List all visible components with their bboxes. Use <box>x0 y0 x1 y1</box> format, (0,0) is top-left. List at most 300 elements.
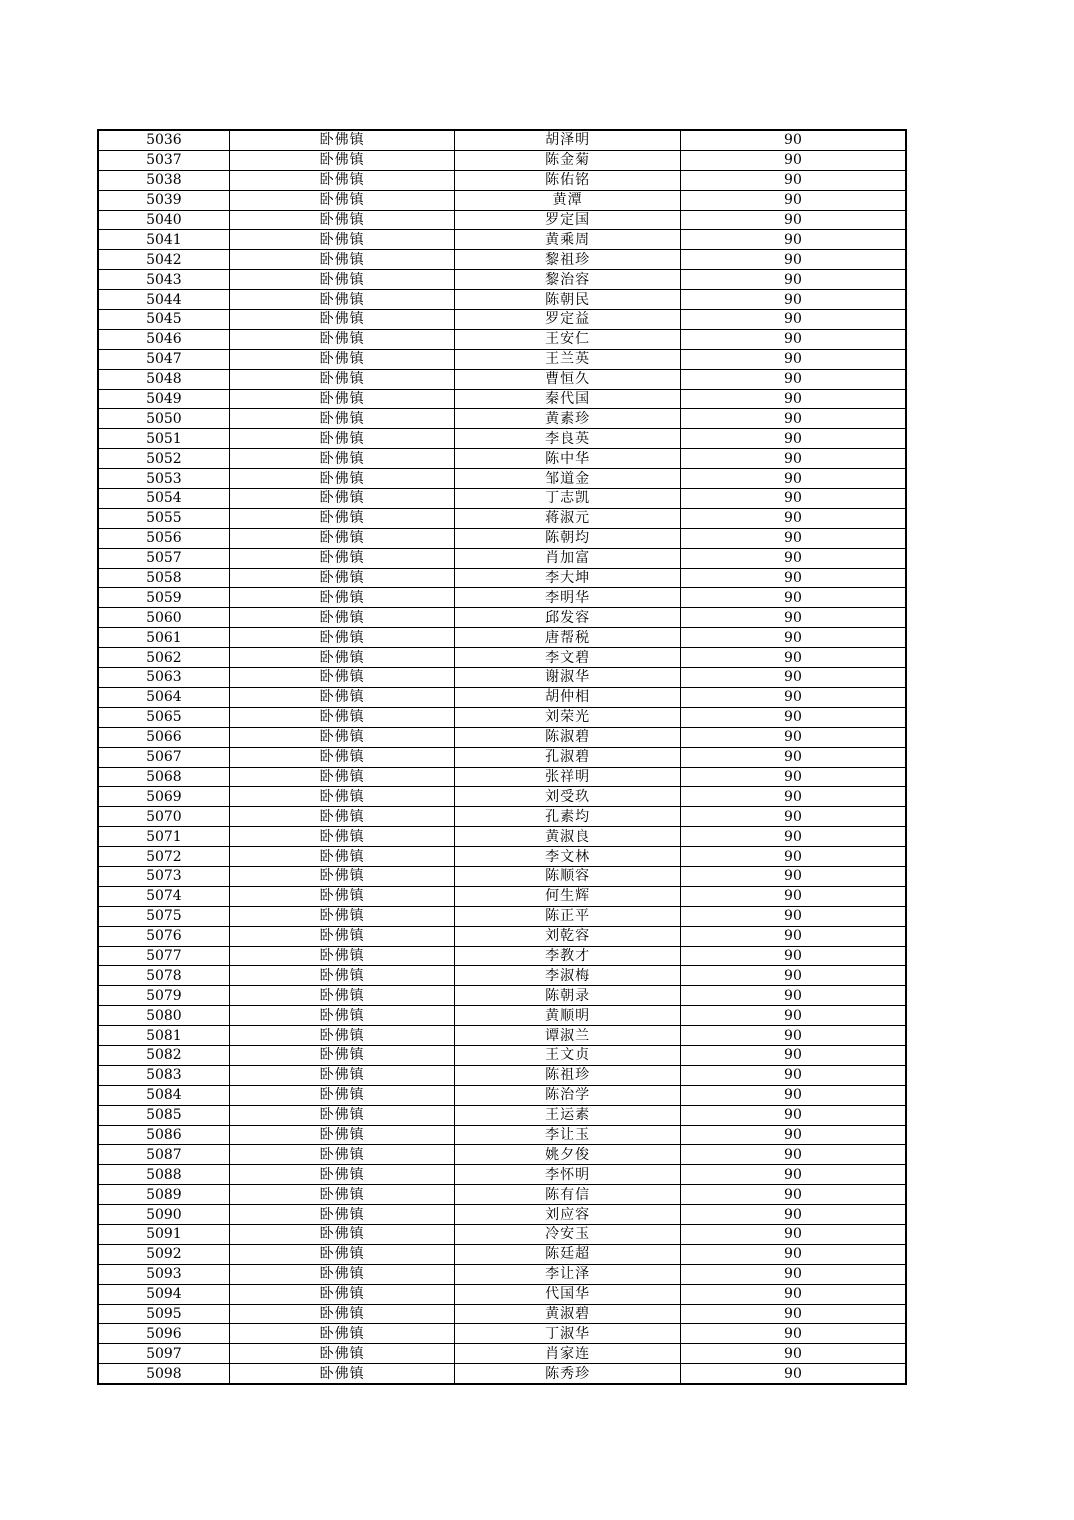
row-number-cell <box>98 449 229 469</box>
town-cell-text: 卧佛镇 <box>319 152 365 169</box>
town-cell-text: 卧佛镇 <box>319 1126 365 1143</box>
row-number-cell <box>98 528 229 548</box>
name-cell-text: 黄潭 <box>552 192 583 209</box>
score-cell <box>680 707 906 727</box>
table-row <box>98 608 906 628</box>
name-cell-text: 李文碧 <box>545 649 591 666</box>
row-number-cell <box>98 926 229 946</box>
name-cell <box>455 906 681 926</box>
row-number-cell-text: 5072 <box>146 848 182 865</box>
score-cell-text: 90 <box>784 251 802 268</box>
name-cell-text: 蒋淑元 <box>545 510 591 527</box>
name-cell <box>455 349 681 369</box>
row-number-cell <box>98 886 229 906</box>
table-row <box>98 1185 906 1205</box>
town-cell-text: 卧佛镇 <box>319 868 365 885</box>
row-number-cell-text: 5047 <box>146 351 182 368</box>
name-cell-text: 孔淑碧 <box>545 749 591 766</box>
town-cell-text: 卧佛镇 <box>319 709 365 726</box>
town-cell <box>229 548 455 568</box>
score-cell-text: 90 <box>784 888 802 905</box>
town-cell-text: 卧佛镇 <box>319 1325 365 1342</box>
score-cell <box>680 230 906 250</box>
row-number-cell-text: 5083 <box>146 1067 182 1084</box>
score-cell <box>680 210 906 230</box>
row-number-cell-text: 5088 <box>146 1166 182 1183</box>
name-cell-text: 陈廷超 <box>545 1246 591 1263</box>
table-row <box>98 648 906 668</box>
score-cell <box>680 747 906 767</box>
name-cell-text: 丁志凯 <box>545 490 591 507</box>
row-number-cell <box>98 250 229 270</box>
row-number-cell-text: 5081 <box>146 1027 182 1044</box>
row-number-cell-text: 5077 <box>146 947 182 964</box>
name-cell-text: 陈朝录 <box>545 987 591 1004</box>
town-cell <box>229 170 455 190</box>
town-cell-text: 卧佛镇 <box>319 291 365 308</box>
town-cell <box>229 329 455 349</box>
score-cell <box>680 1026 906 1046</box>
town-cell-text: 卧佛镇 <box>319 1007 365 1024</box>
row-number-cell-text: 5056 <box>146 530 182 547</box>
score-cell <box>680 1165 906 1185</box>
score-cell-text: 90 <box>784 689 802 706</box>
score-cell <box>680 150 906 170</box>
name-cell-text: 黄素珍 <box>545 410 591 427</box>
table-row <box>98 489 906 509</box>
row-number-cell-text: 5041 <box>146 231 182 248</box>
score-cell <box>680 1006 906 1026</box>
table-row <box>98 210 906 230</box>
score-cell <box>680 1145 906 1165</box>
score-cell-text: 90 <box>784 1146 802 1163</box>
name-cell-text: 胡仲相 <box>545 689 591 706</box>
town-cell <box>229 1065 455 1085</box>
town-cell <box>229 369 455 389</box>
name-cell <box>455 508 681 528</box>
name-cell-text: 谭淑兰 <box>545 1027 591 1044</box>
row-number-cell <box>98 588 229 608</box>
town-cell <box>229 747 455 767</box>
row-number-cell <box>98 1026 229 1046</box>
name-cell-text: 王兰英 <box>545 351 591 368</box>
row-number-cell <box>98 906 229 926</box>
score-cell <box>680 946 906 966</box>
row-number-cell <box>98 1065 229 1085</box>
name-cell <box>455 1085 681 1105</box>
score-cell <box>680 1344 906 1364</box>
town-cell-text: 卧佛镇 <box>319 828 365 845</box>
row-number-cell-text: 5050 <box>146 410 182 427</box>
table-row <box>98 1125 906 1145</box>
name-cell <box>455 588 681 608</box>
town-cell-text: 卧佛镇 <box>319 1206 365 1223</box>
name-cell <box>455 170 681 190</box>
name-cell-text: 陈正平 <box>545 908 591 925</box>
row-number-cell-text: 5073 <box>146 868 182 885</box>
row-number-cell <box>98 628 229 648</box>
row-number-cell <box>98 568 229 588</box>
name-cell-text: 黄乘周 <box>545 231 591 248</box>
row-number-cell-text: 5079 <box>146 987 182 1004</box>
score-cell <box>680 329 906 349</box>
row-number-cell-text: 5093 <box>146 1266 182 1283</box>
score-cell-text: 90 <box>784 967 802 984</box>
name-cell-text: 王运素 <box>545 1107 591 1124</box>
score-cell-text: 90 <box>784 510 802 527</box>
row-number-cell <box>98 767 229 787</box>
name-cell <box>455 1006 681 1026</box>
row-number-cell <box>98 369 229 389</box>
town-cell-text: 卧佛镇 <box>319 311 365 328</box>
town-cell <box>229 310 455 330</box>
score-cell <box>680 1105 906 1125</box>
data-table <box>97 129 907 1385</box>
table-row <box>98 508 906 528</box>
table-row <box>98 1045 906 1065</box>
table-row <box>98 568 906 588</box>
name-cell-text: 谢淑华 <box>545 669 591 686</box>
town-cell-text: 卧佛镇 <box>319 808 365 825</box>
town-cell <box>229 628 455 648</box>
row-number-cell-text: 5074 <box>146 888 182 905</box>
table-row <box>98 727 906 747</box>
town-cell <box>229 687 455 707</box>
row-number-cell <box>98 1304 229 1324</box>
town-cell-text: 卧佛镇 <box>319 1166 365 1183</box>
row-number-cell <box>98 1244 229 1264</box>
score-cell <box>680 628 906 648</box>
table-row <box>98 1085 906 1105</box>
town-cell-text: 卧佛镇 <box>319 609 365 626</box>
name-cell <box>455 1165 681 1185</box>
town-cell-text: 卧佛镇 <box>319 649 365 666</box>
name-cell-text: 代国华 <box>545 1286 591 1303</box>
name-cell-text: 李淑梅 <box>545 967 591 984</box>
row-number-cell-text: 5087 <box>146 1146 182 1163</box>
town-cell <box>229 389 455 409</box>
score-cell-text: 90 <box>784 629 802 646</box>
name-cell <box>455 1224 681 1244</box>
score-cell <box>680 528 906 548</box>
name-cell <box>455 190 681 210</box>
table-row <box>98 270 906 290</box>
town-cell <box>229 250 455 270</box>
name-cell-text: 李良英 <box>545 430 591 447</box>
name-cell-text: 孔素均 <box>545 808 591 825</box>
name-cell-text: 陈秀珍 <box>545 1365 591 1382</box>
name-cell-text: 李怀明 <box>545 1166 591 1183</box>
row-number-cell-text: 5060 <box>146 609 182 626</box>
name-cell-text: 陈佑铭 <box>545 172 591 189</box>
score-cell <box>680 1324 906 1344</box>
score-cell <box>680 409 906 429</box>
name-cell <box>455 1045 681 1065</box>
score-cell <box>680 588 906 608</box>
score-cell-text: 90 <box>784 470 802 487</box>
town-cell <box>229 1344 455 1364</box>
score-cell-text: 90 <box>784 1325 802 1342</box>
row-number-cell-text: 5080 <box>146 1007 182 1024</box>
table-row <box>98 1026 906 1046</box>
score-cell <box>680 508 906 528</box>
name-cell-text: 姚夕俊 <box>545 1146 591 1163</box>
town-cell <box>229 190 455 210</box>
row-number-cell <box>98 1145 229 1165</box>
row-number-cell <box>98 608 229 628</box>
town-cell-text: 卧佛镇 <box>319 1067 365 1084</box>
row-number-cell <box>98 946 229 966</box>
name-cell <box>455 1105 681 1125</box>
name-cell <box>455 807 681 827</box>
name-cell <box>455 747 681 767</box>
score-cell-text: 90 <box>784 1027 802 1044</box>
town-cell-text: 卧佛镇 <box>319 251 365 268</box>
score-cell-text: 90 <box>784 649 802 666</box>
name-cell <box>455 270 681 290</box>
score-cell <box>680 1125 906 1145</box>
town-cell <box>229 1205 455 1225</box>
name-cell <box>455 966 681 986</box>
score-cell <box>680 1045 906 1065</box>
row-number-cell <box>98 1045 229 1065</box>
town-cell-text: 卧佛镇 <box>319 550 365 567</box>
score-cell <box>680 489 906 509</box>
score-cell <box>680 1224 906 1244</box>
name-cell-text: 陈中华 <box>545 450 591 467</box>
row-number-cell <box>98 1125 229 1145</box>
score-cell-text: 90 <box>784 1305 802 1322</box>
town-cell-text: 卧佛镇 <box>319 749 365 766</box>
name-cell <box>455 628 681 648</box>
row-number-cell-text: 5065 <box>146 709 182 726</box>
score-cell-text: 90 <box>784 947 802 964</box>
row-number-cell <box>98 409 229 429</box>
table-row <box>98 747 906 767</box>
name-cell-text: 胡泽明 <box>545 132 591 149</box>
score-cell-text: 90 <box>784 848 802 865</box>
name-cell <box>455 1026 681 1046</box>
town-cell-text: 卧佛镇 <box>319 192 365 209</box>
score-cell <box>680 866 906 886</box>
name-cell <box>455 449 681 469</box>
table-row <box>98 150 906 170</box>
town-cell-text: 卧佛镇 <box>319 490 365 507</box>
row-number-cell-text: 5043 <box>146 271 182 288</box>
name-cell <box>455 528 681 548</box>
name-cell-text: 罗定益 <box>545 311 591 328</box>
score-cell <box>680 469 906 489</box>
town-cell-text: 卧佛镇 <box>319 132 365 149</box>
town-cell-text: 卧佛镇 <box>319 570 365 587</box>
row-number-cell-text: 5063 <box>146 669 182 686</box>
town-cell-text: 卧佛镇 <box>319 1266 365 1283</box>
row-number-cell-text: 5053 <box>146 470 182 487</box>
town-cell-text: 卧佛镇 <box>319 410 365 427</box>
name-cell <box>455 827 681 847</box>
town-cell-text: 卧佛镇 <box>319 947 365 964</box>
score-cell-text: 90 <box>784 1087 802 1104</box>
town-cell <box>229 1264 455 1284</box>
name-cell-text: 李明华 <box>545 589 591 606</box>
town-cell-text: 卧佛镇 <box>319 689 365 706</box>
town-cell-text: 卧佛镇 <box>319 1246 365 1263</box>
table-row <box>98 429 906 449</box>
name-cell-text: 陈朝民 <box>545 291 591 308</box>
town-cell-text: 卧佛镇 <box>319 928 365 945</box>
name-cell-text: 邱发容 <box>545 609 591 626</box>
table-row <box>98 290 906 310</box>
row-number-cell <box>98 747 229 767</box>
row-number-cell <box>98 310 229 330</box>
town-cell-text: 卧佛镇 <box>319 1087 365 1104</box>
row-number-cell <box>98 687 229 707</box>
name-cell <box>455 1344 681 1364</box>
name-cell-text: 罗定国 <box>545 212 591 228</box>
name-cell-text: 何生辉 <box>545 888 591 905</box>
town-cell <box>229 767 455 787</box>
name-cell <box>455 1125 681 1145</box>
score-cell-text: 90 <box>784 828 802 845</box>
town-cell-text: 卧佛镇 <box>319 888 365 905</box>
score-cell <box>680 886 906 906</box>
row-number-cell <box>98 707 229 727</box>
name-cell-text: 黄淑碧 <box>545 1305 591 1322</box>
town-cell <box>229 1304 455 1324</box>
row-number-cell-text: 5075 <box>146 908 182 925</box>
score-cell-text: 90 <box>784 192 802 209</box>
score-cell <box>680 1364 906 1384</box>
table-row <box>98 668 906 688</box>
name-cell <box>455 230 681 250</box>
town-cell-text: 卧佛镇 <box>319 967 365 984</box>
row-number-cell <box>98 787 229 807</box>
name-cell <box>455 707 681 727</box>
town-cell-text: 卧佛镇 <box>319 510 365 527</box>
town-cell <box>229 150 455 170</box>
row-number-cell <box>98 1185 229 1205</box>
name-cell <box>455 489 681 509</box>
town-cell <box>229 707 455 727</box>
name-cell <box>455 329 681 349</box>
score-cell <box>680 1304 906 1324</box>
row-number-cell <box>98 469 229 489</box>
score-cell <box>680 966 906 986</box>
row-number-cell-text: 5098 <box>146 1365 182 1382</box>
score-cell <box>680 290 906 310</box>
table-row <box>98 1244 906 1264</box>
score-cell <box>680 668 906 688</box>
table-row <box>98 389 906 409</box>
name-cell <box>455 668 681 688</box>
row-number-cell-text: 5070 <box>146 808 182 825</box>
row-number-cell <box>98 1205 229 1225</box>
table-row <box>98 707 906 727</box>
name-cell-text: 刘受玖 <box>545 788 591 805</box>
town-cell <box>229 230 455 250</box>
score-cell-text: 90 <box>784 490 802 507</box>
town-cell-text: 卧佛镇 <box>319 530 365 547</box>
town-cell-text: 卧佛镇 <box>319 1286 365 1303</box>
row-number-cell <box>98 548 229 568</box>
row-number-cell <box>98 1364 229 1384</box>
name-cell-text: 黄淑良 <box>545 828 591 845</box>
row-number-cell-text: 5071 <box>146 828 182 845</box>
town-cell <box>229 946 455 966</box>
score-cell-text: 90 <box>784 1206 802 1223</box>
row-number-cell-text: 5036 <box>146 132 182 149</box>
town-cell <box>229 827 455 847</box>
score-cell <box>680 1244 906 1264</box>
row-number-cell <box>98 986 229 1006</box>
row-number-cell-text: 5058 <box>146 570 182 587</box>
name-cell <box>455 1264 681 1284</box>
name-cell-text: 刘乾容 <box>545 928 591 945</box>
row-number-cell-text: 5094 <box>146 1286 182 1303</box>
name-cell <box>455 548 681 568</box>
name-cell <box>455 687 681 707</box>
town-cell <box>229 528 455 548</box>
row-number-cell <box>98 1264 229 1284</box>
score-cell <box>680 369 906 389</box>
town-cell-text: 卧佛镇 <box>319 1146 365 1163</box>
town-cell-text: 卧佛镇 <box>319 271 365 288</box>
score-cell <box>680 1205 906 1225</box>
town-cell-text: 卧佛镇 <box>319 231 365 248</box>
town-cell <box>229 1324 455 1344</box>
name-cell-text: 李文林 <box>545 848 591 865</box>
score-cell <box>680 1085 906 1105</box>
town-cell-text: 卧佛镇 <box>319 788 365 805</box>
score-cell <box>680 389 906 409</box>
row-number-cell <box>98 648 229 668</box>
town-cell <box>229 1224 455 1244</box>
table-row <box>98 190 906 210</box>
town-cell-text: 卧佛镇 <box>319 351 365 368</box>
town-cell-text: 卧佛镇 <box>319 848 365 865</box>
row-number-cell-text: 5052 <box>146 450 182 467</box>
name-cell-text: 张祥明 <box>545 768 591 785</box>
score-cell <box>680 807 906 827</box>
row-number-cell <box>98 270 229 290</box>
name-cell-text: 曹恒久 <box>545 371 591 388</box>
town-cell <box>229 449 455 469</box>
name-cell-text: 冷安玉 <box>545 1226 591 1243</box>
town-cell <box>229 787 455 807</box>
row-number-cell <box>98 1165 229 1185</box>
town-cell <box>229 1026 455 1046</box>
score-cell-text: 90 <box>784 1166 802 1183</box>
town-cell <box>229 727 455 747</box>
table-row <box>98 170 906 190</box>
score-cell-text: 90 <box>784 371 802 388</box>
row-number-cell <box>98 1224 229 1244</box>
name-cell <box>455 1185 681 1205</box>
name-cell-text: 肖加富 <box>545 550 591 567</box>
row-number-cell-text: 5054 <box>146 490 182 507</box>
score-cell <box>680 926 906 946</box>
row-number-cell-text: 5061 <box>146 629 182 646</box>
row-number-cell-text: 5066 <box>146 729 182 746</box>
row-number-cell-text: 5089 <box>146 1186 182 1203</box>
name-cell-text: 陈朝均 <box>545 530 591 547</box>
name-cell-text: 刘应容 <box>545 1206 591 1223</box>
town-cell-text: 卧佛镇 <box>319 430 365 447</box>
name-cell <box>455 866 681 886</box>
row-number-cell-text: 5051 <box>146 430 182 447</box>
score-cell <box>680 449 906 469</box>
table-row <box>98 946 906 966</box>
